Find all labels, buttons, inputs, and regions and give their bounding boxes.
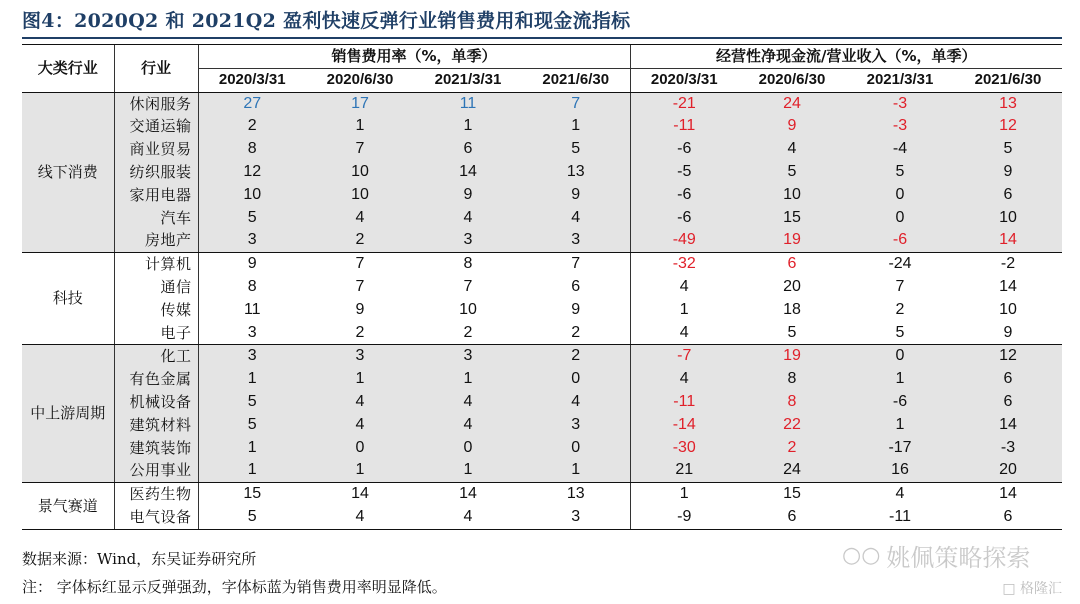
value-cell: 0: [846, 345, 954, 368]
value-cell: -6: [846, 391, 954, 414]
value-cell: 10: [999, 300, 1017, 318]
table-row: [22, 184, 1062, 207]
value-cell: -6: [630, 207, 738, 230]
table-row: [22, 345, 1062, 368]
table-row: [22, 92, 1062, 115]
value-cell: 10: [198, 184, 306, 207]
value-cell: 6: [738, 506, 846, 529]
value-cell: -32: [630, 253, 738, 276]
industry-cell: 房地产: [114, 229, 198, 252]
value-cell: 5: [846, 322, 954, 345]
value-cell: 4: [630, 322, 738, 345]
header-date: 2020/6/30: [738, 68, 846, 92]
value-cell: 10: [954, 207, 1062, 230]
industry-cell: 建筑装饰: [114, 437, 198, 460]
footnote: 注： 字体标红显示反弹强劲，字体标蓝为销售费用率明显降低。: [22, 578, 447, 596]
value-cell: -6: [846, 229, 954, 252]
header-date: 2021/3/31: [846, 68, 954, 92]
industry-cell: 休闲服务: [114, 92, 198, 115]
value-cell: 1: [198, 459, 306, 482]
category-cell: 中上游周期: [22, 345, 114, 483]
value-cell: 1: [846, 368, 954, 391]
value-cell: 4: [306, 414, 414, 437]
value-cell: 7: [355, 255, 365, 273]
value-cell: 20: [783, 277, 801, 295]
table-row: [22, 299, 1062, 322]
value-cell: 10: [738, 184, 846, 207]
value-cell: 1: [306, 459, 414, 482]
category-cell: 线下消费: [22, 92, 114, 253]
value-cell: -3: [846, 115, 954, 138]
data-source: 数据来源：Wind，东吴证券研究所: [22, 550, 257, 568]
watermark: [842, 538, 1030, 573]
value-cell: 3: [522, 229, 630, 252]
value-cell: 3: [414, 345, 522, 368]
title-rule: [22, 37, 1062, 39]
header-date: 2021/6/30: [954, 68, 1062, 92]
value-cell: 1: [630, 299, 738, 322]
value-cell: 10: [306, 161, 414, 184]
value-cell: 2: [738, 437, 846, 460]
industry-cell: 电子: [114, 322, 198, 345]
value-cell: 7: [355, 277, 365, 295]
value-cell: 3: [522, 506, 630, 529]
value-cell: 3: [198, 229, 306, 252]
value-cell: 0: [414, 437, 522, 460]
value-cell: 12: [198, 161, 306, 184]
value-cell: 6: [787, 255, 797, 273]
value-cell: -7: [630, 345, 738, 368]
industry-cell: 纺织服装: [114, 161, 198, 184]
value-cell: -3: [846, 92, 954, 115]
gelonghui-logo-icon: □: [1002, 581, 1016, 597]
header-date: 2020/3/31: [198, 68, 306, 92]
value-cell: -30: [630, 437, 738, 460]
value-cell: 10: [459, 300, 477, 318]
header-operating-cashflow: 经营性净现金流/营业收入（%，单季）: [630, 45, 1062, 69]
value-cell: 5: [738, 322, 846, 345]
watermark-text: 姚佩策略探索: [886, 544, 1031, 572]
value-cell: 7: [571, 255, 581, 273]
value-cell: 6: [954, 506, 1062, 529]
value-cell: 14: [954, 414, 1062, 437]
value-cell: 2: [414, 322, 522, 345]
table-row: [22, 161, 1062, 184]
value-cell: 4: [738, 138, 846, 161]
value-cell: 22: [738, 414, 846, 437]
value-cell: 9: [571, 300, 581, 318]
value-cell: 4: [306, 207, 414, 230]
value-cell: 5: [198, 207, 306, 230]
value-cell: 1: [414, 115, 522, 138]
value-cell: 1: [306, 368, 414, 391]
value-cell: 24: [738, 459, 846, 482]
value-cell: 8: [198, 138, 306, 161]
value-cell: 0: [522, 437, 630, 460]
table-row: [22, 437, 1062, 460]
industry-cell: 通信: [114, 276, 198, 299]
industry-cell: 家用电器: [114, 184, 198, 207]
value-cell: 4: [306, 506, 414, 529]
data-table: [22, 44, 1062, 530]
value-cell: 2: [198, 115, 306, 138]
value-cell: 12: [954, 345, 1062, 368]
watermark-text-secondary: 格隆汇: [1020, 581, 1062, 597]
value-cell: 1: [414, 459, 522, 482]
value-cell: 4: [630, 276, 738, 299]
value-cell: 15: [783, 485, 801, 503]
value-cell: 17: [306, 92, 414, 115]
table-row: [22, 391, 1062, 414]
value-cell: -3: [954, 437, 1062, 460]
value-cell: 4: [414, 391, 522, 414]
value-cell: 15: [738, 207, 846, 230]
value-cell: 5: [738, 161, 846, 184]
category-cell: 科技: [22, 253, 114, 345]
value-cell: 4: [414, 414, 522, 437]
value-cell: 4: [630, 368, 738, 391]
value-cell: 16: [846, 459, 954, 482]
value-cell: 2: [522, 345, 630, 368]
category-cell: 景气赛道: [22, 483, 114, 530]
value-cell: 4: [895, 485, 905, 503]
table-row: [22, 115, 1062, 138]
value-cell: 12: [954, 115, 1062, 138]
value-cell: 7: [306, 138, 414, 161]
value-cell: 1: [198, 437, 306, 460]
wechat-icon: ○○: [842, 543, 881, 568]
value-cell: 0: [522, 368, 630, 391]
value-cell: 9: [355, 300, 365, 318]
value-cell: 8: [738, 391, 846, 414]
value-cell: -21: [630, 92, 738, 115]
table-row: [22, 207, 1062, 230]
value-cell: 5: [198, 414, 306, 437]
value-cell: 2: [306, 322, 414, 345]
value-cell: 9: [198, 253, 306, 276]
value-cell: 18: [783, 300, 801, 318]
figure-title: 图4：2020Q2 和 2021Q2 盈利快速反弹行业销售费用和现金流指标: [22, 10, 631, 32]
value-cell: 9: [954, 161, 1062, 184]
industry-cell: 计算机: [114, 253, 198, 276]
value-cell: 9: [414, 184, 522, 207]
value-cell: 11: [414, 92, 522, 115]
value-cell: 8: [198, 276, 306, 299]
value-cell: -17: [846, 437, 954, 460]
value-cell: 0: [846, 207, 954, 230]
value-cell: 2: [306, 229, 414, 252]
industry-cell: 化工: [114, 345, 198, 368]
value-cell: 2: [522, 322, 630, 345]
table-row: [22, 414, 1062, 437]
value-cell: 3: [414, 229, 522, 252]
value-cell: -2: [1000, 255, 1016, 273]
value-cell: 7: [463, 277, 473, 295]
table-row: [22, 506, 1062, 529]
value-cell: 1: [522, 115, 630, 138]
table-row: [22, 483, 1062, 506]
value-cell: -6: [630, 184, 738, 207]
industry-cell: 汽车: [114, 207, 198, 230]
value-cell: 7: [895, 277, 905, 295]
value-cell: 14: [999, 277, 1017, 295]
value-cell: 3: [306, 345, 414, 368]
value-cell: -11: [630, 391, 738, 414]
value-cell: 5: [198, 506, 306, 529]
value-cell: 5: [954, 138, 1062, 161]
value-cell: -11: [630, 115, 738, 138]
value-cell: 15: [198, 483, 306, 506]
value-cell: 9: [738, 115, 846, 138]
value-cell: 6: [414, 138, 522, 161]
value-cell: 9: [954, 322, 1062, 345]
value-cell: 3: [198, 322, 306, 345]
value-cell: 20: [954, 459, 1062, 482]
table-row: [22, 276, 1062, 299]
value-cell: 13: [954, 92, 1062, 115]
value-cell: 14: [999, 485, 1017, 503]
industry-cell: 商业贸易: [114, 138, 198, 161]
value-cell: -4: [846, 138, 954, 161]
value-cell: 1: [846, 414, 954, 437]
value-cell: 1: [630, 483, 738, 506]
watermark-secondary: [1002, 578, 1062, 598]
value-cell: 14: [459, 485, 477, 503]
header-sales-expense-ratio: 销售费用率（%，单季）: [198, 45, 630, 69]
header-date: 2020/3/31: [630, 68, 738, 92]
value-cell: 1: [522, 459, 630, 482]
table-row: [22, 229, 1062, 252]
value-cell: 13: [566, 485, 585, 503]
value-cell: 11: [198, 299, 306, 322]
value-cell: -24: [888, 255, 912, 273]
value-cell: 10: [306, 184, 414, 207]
value-cell: 27: [198, 92, 306, 115]
header-industry: 行业: [114, 45, 198, 93]
value-cell: 0: [306, 437, 414, 460]
industry-cell: 有色金属: [114, 368, 198, 391]
table-row: [22, 322, 1062, 345]
value-cell: -6: [630, 138, 738, 161]
value-cell: -11: [846, 506, 954, 529]
value-cell: 3: [198, 345, 306, 368]
table-row: [22, 253, 1062, 276]
industry-cell: 建筑材料: [114, 414, 198, 437]
industry-cell: 传媒: [114, 299, 198, 322]
value-cell: -14: [630, 414, 738, 437]
value-cell: 6: [954, 368, 1062, 391]
value-cell: 4: [414, 207, 522, 230]
value-cell: 2: [895, 300, 905, 318]
value-cell: 1: [198, 368, 306, 391]
value-cell: 14: [351, 485, 369, 503]
value-cell: 4: [522, 391, 630, 414]
value-cell: 6: [954, 184, 1062, 207]
value-cell: 13: [522, 161, 630, 184]
industry-cell: 公用事业: [114, 459, 198, 482]
value-cell: -49: [630, 229, 738, 252]
value-cell: 8: [463, 255, 473, 273]
value-cell: 1: [414, 368, 522, 391]
value-cell: 4: [414, 506, 522, 529]
table-row: [22, 459, 1062, 482]
value-cell: 1: [306, 115, 414, 138]
header-date: 2021/6/30: [522, 68, 630, 92]
header-category: 大类行业: [22, 45, 114, 93]
value-cell: -9: [630, 506, 738, 529]
industry-cell: 电气设备: [114, 506, 198, 529]
value-cell: 9: [522, 184, 630, 207]
value-cell: 24: [738, 92, 846, 115]
table-row: [22, 138, 1062, 161]
value-cell: 7: [522, 92, 630, 115]
value-cell: 0: [846, 184, 954, 207]
table-row: [22, 368, 1062, 391]
header-date: 2020/6/30: [306, 68, 414, 92]
industry-cell: 交通运输: [114, 115, 198, 138]
value-cell: 5: [846, 161, 954, 184]
header-date: 2021/3/31: [414, 68, 522, 92]
value-cell: 4: [306, 391, 414, 414]
value-cell: 21: [630, 459, 738, 482]
value-cell: 5: [522, 138, 630, 161]
value-cell: 19: [738, 345, 846, 368]
value-cell: -5: [630, 161, 738, 184]
value-cell: 14: [414, 161, 522, 184]
value-cell: 14: [954, 229, 1062, 252]
value-cell: 3: [522, 414, 630, 437]
industry-cell: 医药生物: [114, 483, 198, 506]
value-cell: 19: [738, 229, 846, 252]
value-cell: 4: [522, 207, 630, 230]
industry-cell: 机械设备: [114, 391, 198, 414]
value-cell: 8: [738, 368, 846, 391]
value-cell: 6: [571, 277, 581, 295]
value-cell: 6: [954, 391, 1062, 414]
value-cell: 5: [198, 391, 306, 414]
